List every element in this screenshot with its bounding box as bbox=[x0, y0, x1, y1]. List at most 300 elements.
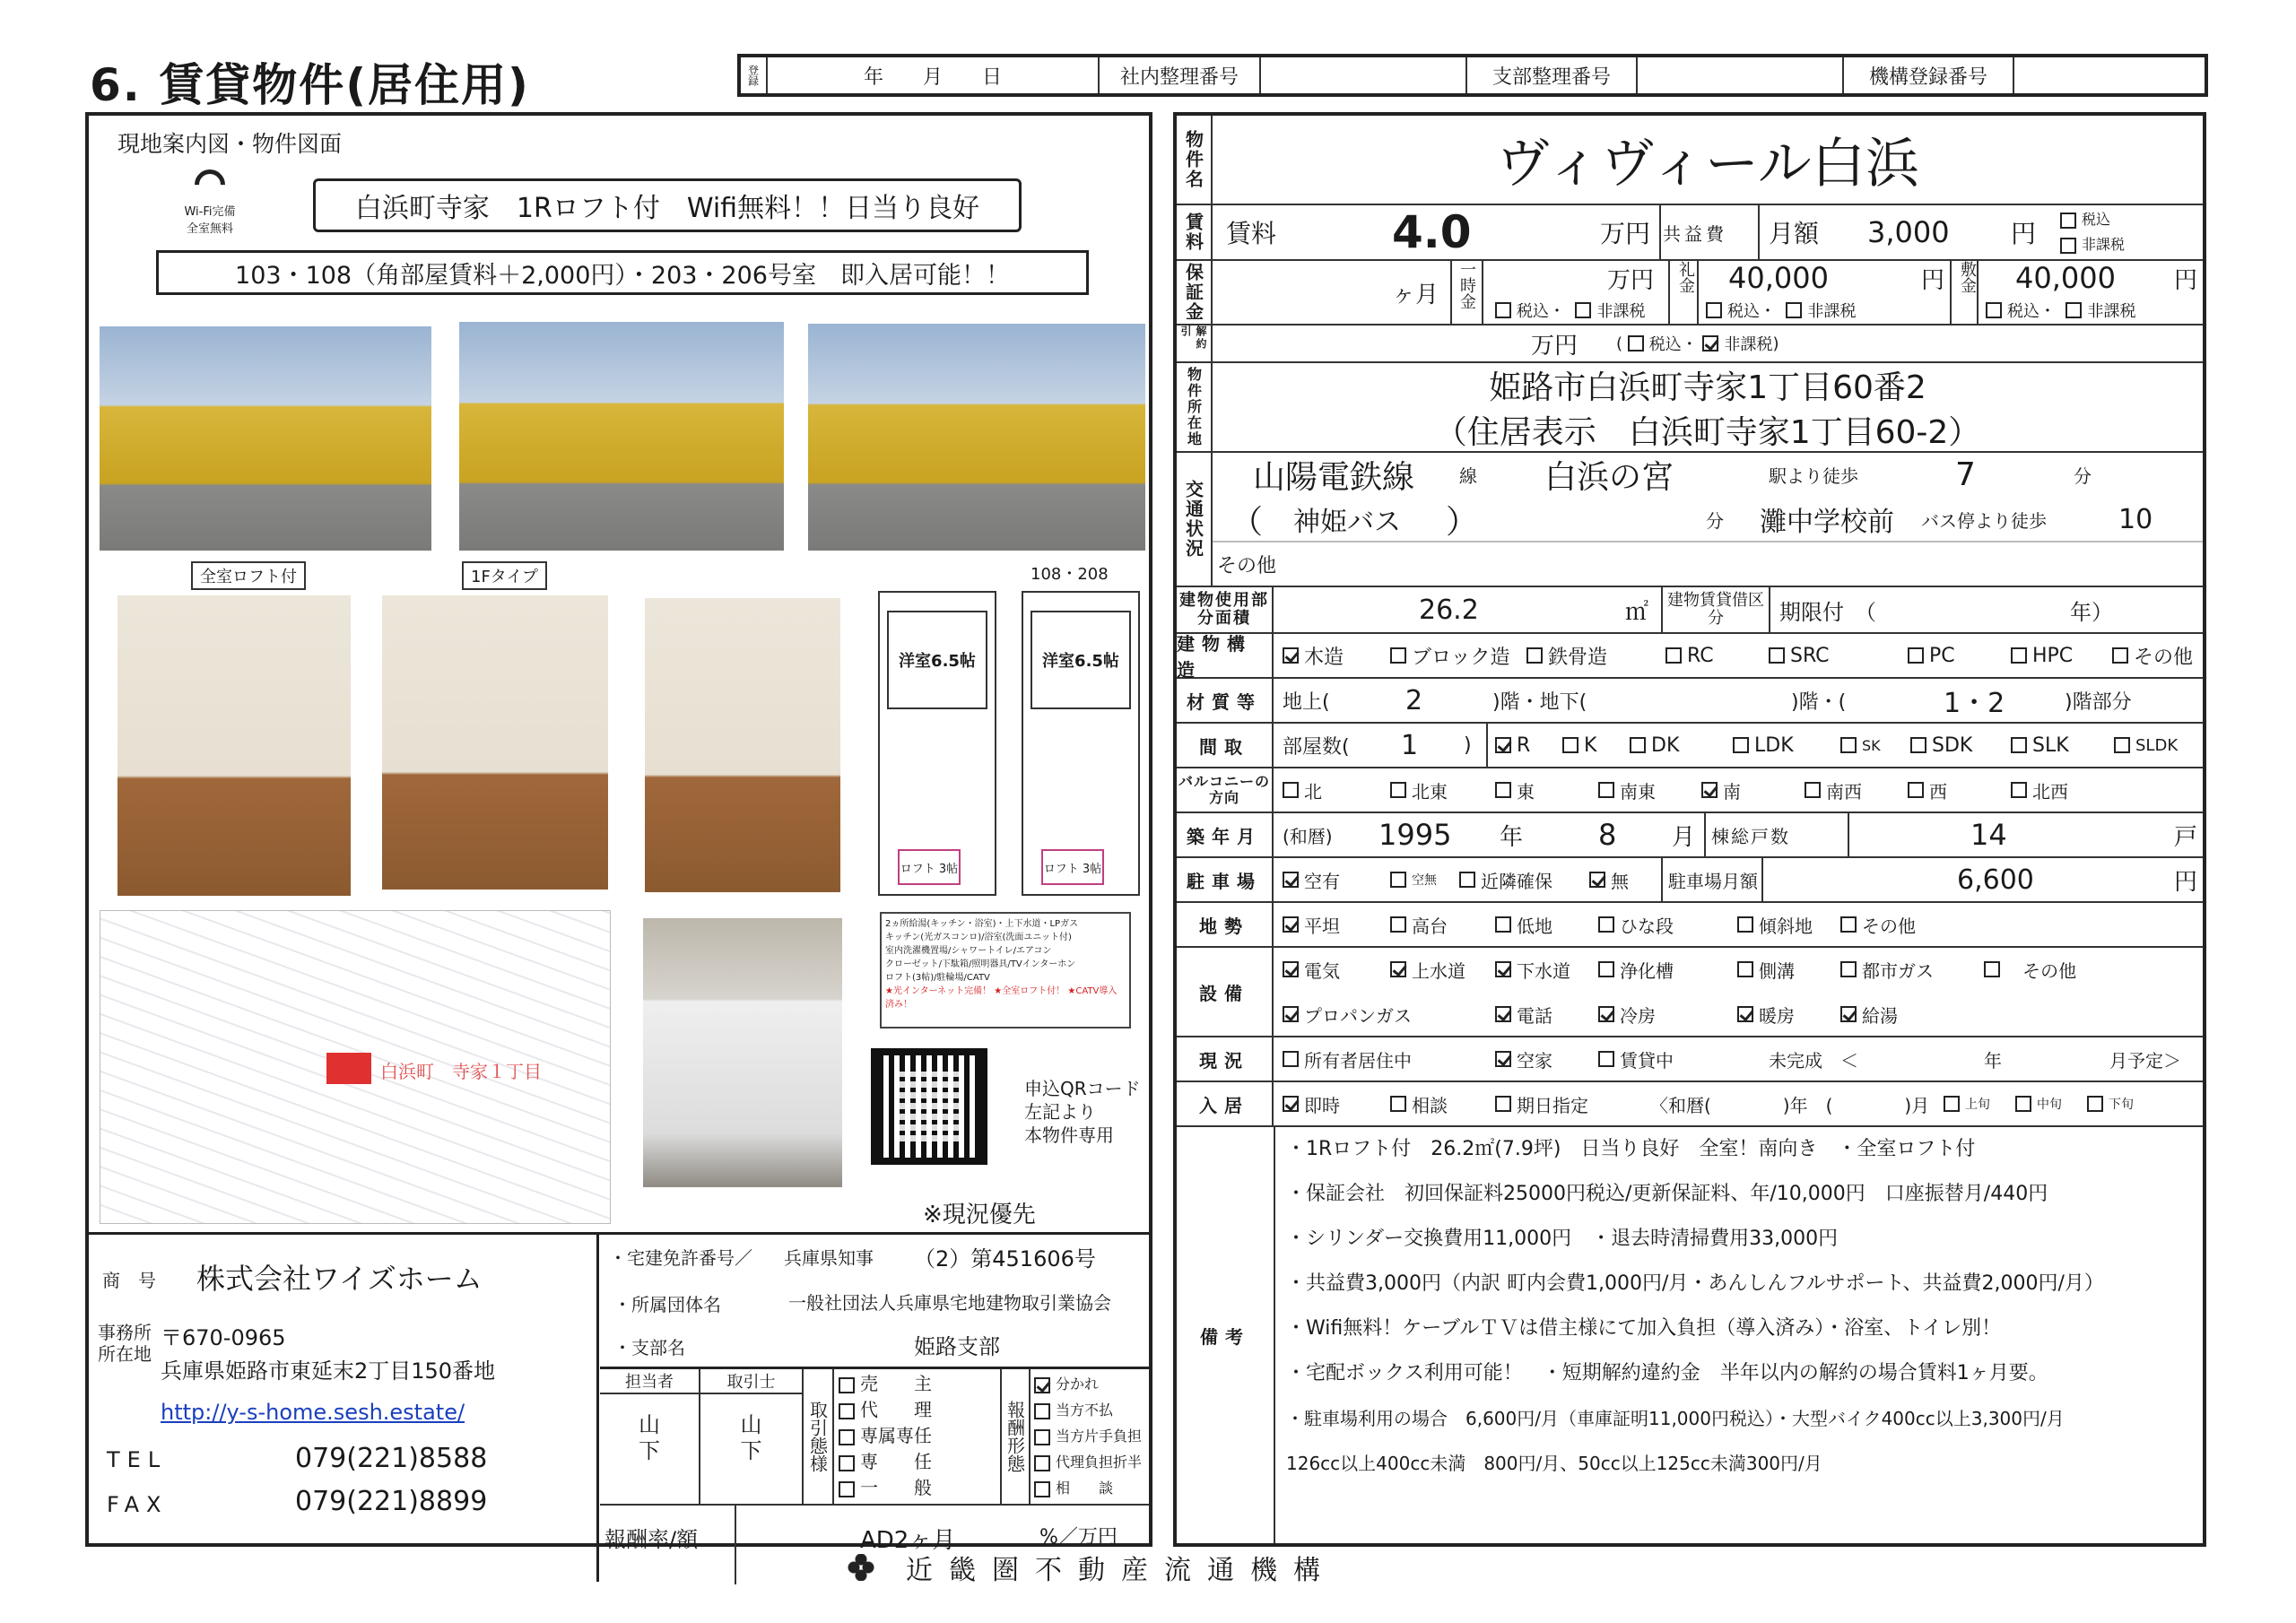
company-name: 株式会社ワイズホーム bbox=[196, 1262, 483, 1296]
common-label: 共益費 bbox=[1663, 222, 1727, 245]
checkbox-checked-icon bbox=[1283, 872, 1299, 888]
checkbox-icon[interactable] bbox=[2066, 302, 2082, 318]
lease-term: 期限付 （ 年） bbox=[1779, 599, 2113, 625]
map-marker-label: 白浜町 寺家１丁目 bbox=[380, 1061, 542, 1082]
cancel-row bbox=[1177, 325, 2203, 363]
terrain-option[interactable] bbox=[1737, 903, 1813, 946]
status-option[interactable] bbox=[1495, 1037, 1552, 1081]
parking-option[interactable] bbox=[1283, 858, 1340, 901]
checkbox-icon bbox=[2011, 647, 2027, 664]
dir-option[interactable] bbox=[1701, 768, 1741, 812]
movein-option-label: 期日指定 bbox=[1517, 1094, 1588, 1116]
parking-label: 駐車場 bbox=[1177, 858, 1274, 901]
parking-fee-unit: 円 bbox=[2174, 868, 2198, 896]
checkbox-icon bbox=[1390, 647, 1406, 664]
lump-label: 一時金 bbox=[1457, 261, 1476, 309]
checkbox-icon bbox=[1840, 737, 1857, 753]
structure-row bbox=[1177, 634, 2203, 679]
dir-option-label: 南 bbox=[1723, 780, 1741, 803]
checkbox-icon bbox=[839, 1429, 855, 1445]
fee-rate-unit: %／万円 bbox=[1039, 1526, 1118, 1549]
fee-option[interactable] bbox=[1034, 1449, 1149, 1475]
checkbox-icon bbox=[1665, 647, 1682, 664]
fee-option-label: 相 談 bbox=[1056, 1480, 1114, 1497]
wifi-sub: 全室無料 bbox=[186, 222, 233, 236]
location-line-2: （住居表示 白浜町寺家1丁目60-2） bbox=[1434, 413, 1981, 451]
page-title: 6. 賃貸物件(居住用) bbox=[90, 59, 530, 111]
key-tax-non: 非課税 bbox=[1807, 302, 1857, 321]
org-no-field[interactable] bbox=[2014, 57, 2205, 93]
property-map-panel bbox=[85, 112, 1152, 1554]
parking-option-label: 無 bbox=[1611, 870, 1629, 892]
remark-line: ・駐車場利用の場合 6,600円/月（車庫証明11,000円税込）・大型バイク400cc以上3,300円/月 bbox=[1286, 1408, 2065, 1429]
fee-rate-label: 報酬率/額 bbox=[604, 1527, 699, 1552]
terrain-option-label: 傾斜地 bbox=[1759, 915, 1813, 937]
equip-option-label: 側溝 bbox=[1759, 959, 1795, 982]
cancel-header: 解約引 bbox=[1177, 325, 1213, 361]
equip-option[interactable] bbox=[1495, 948, 1570, 991]
org-no-label: 機構登録番号 bbox=[1844, 57, 2014, 93]
terrain-option[interactable] bbox=[1840, 903, 1916, 946]
remark-line: ・共益費3,000円（内訳 町内会費1,000円/月・あんしんフルサポート、共益費2,000円/月） bbox=[1286, 1272, 2104, 1295]
terrain-row bbox=[1177, 903, 2203, 948]
key-tax-in: 税込・ bbox=[1727, 302, 1776, 321]
dir-option-label: 北 bbox=[1304, 780, 1322, 803]
checkbox-icon bbox=[1562, 737, 1578, 753]
key-tax bbox=[1706, 297, 1856, 324]
trader-name: 山下 bbox=[740, 1412, 762, 1463]
equip-option-label: その他 bbox=[2022, 959, 2077, 982]
checkbox-icon bbox=[1034, 1429, 1050, 1445]
staff-label: 担当者 bbox=[600, 1369, 699, 1394]
remarks-list bbox=[1286, 1127, 2194, 1486]
parking-option[interactable] bbox=[1390, 858, 1437, 901]
terrain-option-label: その他 bbox=[1862, 915, 1916, 937]
struct-option[interactable] bbox=[1908, 634, 1955, 677]
fee-option[interactable] bbox=[1034, 1397, 1149, 1423]
equip-option[interactable] bbox=[1840, 993, 1898, 1036]
interior-photo-kitchen bbox=[645, 598, 840, 892]
note-line: 2ヵ所給湯(キッチン・浴室)・上下水道・LPガス bbox=[885, 919, 1079, 929]
transport-header: 交通状況 bbox=[1177, 453, 1213, 586]
checkbox-icon bbox=[1598, 961, 1614, 977]
parking-option[interactable] bbox=[1589, 858, 1629, 901]
current-condition-note: ※現況優先 bbox=[923, 1202, 1036, 1228]
built-row bbox=[1177, 813, 2203, 858]
other-transport: その他 bbox=[1217, 554, 1277, 577]
shiki-tax bbox=[1986, 297, 2135, 324]
layout-option-label: LDK bbox=[1754, 733, 1794, 757]
parking-option[interactable] bbox=[1459, 858, 1552, 901]
rooms-value: 1 bbox=[1401, 729, 1419, 761]
dir-option-label: 南西 bbox=[1826, 780, 1862, 803]
bus-open: （ bbox=[1231, 503, 1264, 541]
dir-option-label: 北東 bbox=[1412, 780, 1448, 803]
checkbox-icon[interactable] bbox=[1575, 302, 1591, 318]
equip-option-label: 電気 bbox=[1304, 959, 1340, 982]
remark-line: ・宅配ボックス利用可能！ ・短期解約違約金 半年以内の解約の場合賃料1ヶ月要。 bbox=[1286, 1362, 2048, 1384]
tax-option-label: 非課税 bbox=[2082, 236, 2126, 253]
lump-tax bbox=[1495, 297, 1645, 324]
cancel-unit: 万円 bbox=[1531, 332, 1578, 360]
layout-option[interactable] bbox=[1495, 724, 1530, 767]
organization-logo-icon bbox=[843, 1554, 879, 1581]
terrain-option[interactable] bbox=[1283, 903, 1340, 946]
equip-option-label: 下水道 bbox=[1517, 959, 1570, 982]
common-value: 3,000 bbox=[1867, 215, 1950, 249]
struct-option-label: ブロック造 bbox=[1412, 646, 1510, 669]
equip-option-label: 都市ガス bbox=[1862, 959, 1934, 982]
fee-option-label: 代理負担折半 bbox=[1056, 1454, 1143, 1471]
layout-option[interactable] bbox=[1910, 724, 1972, 767]
dir-option[interactable] bbox=[1598, 768, 1656, 812]
shiki-yen: 円 bbox=[2174, 266, 2198, 294]
tax-option-label: 税込 bbox=[2082, 211, 2111, 228]
checkbox-icon bbox=[1283, 1051, 1299, 1067]
checkbox-icon bbox=[839, 1455, 855, 1471]
dir-option[interactable] bbox=[1908, 768, 1947, 812]
staff-cell bbox=[600, 1369, 700, 1504]
tel-label: TEL bbox=[107, 1447, 168, 1472]
bus-company: 神姫バス bbox=[1293, 507, 1401, 538]
terrain-label: 地勢 bbox=[1177, 903, 1274, 946]
plan-rooms: 108・208 bbox=[1031, 565, 1109, 584]
equip-option[interactable] bbox=[1737, 993, 1795, 1036]
lease-label: 建物賃貸借区分 bbox=[1667, 591, 1764, 628]
bus-min-unit: 分 bbox=[1706, 509, 1724, 532]
struct-option-label: 木造 bbox=[1304, 646, 1344, 669]
movein-third-label: 下旬 bbox=[2109, 1098, 2134, 1112]
terrain-option[interactable] bbox=[1390, 903, 1448, 946]
website-link[interactable]: http://y-s-home.sesh.estate/ bbox=[161, 1400, 465, 1425]
movein-option-label: 即時 bbox=[1304, 1094, 1340, 1116]
lump-tax-non: 非課税 bbox=[1596, 302, 1646, 321]
layout-option-label: R bbox=[1517, 733, 1531, 757]
struct-option-label: HPC bbox=[2032, 644, 2074, 667]
units-value: 14 bbox=[1970, 818, 2007, 852]
key-label: 礼金 bbox=[1676, 261, 1695, 293]
floor-plan-2 bbox=[1022, 591, 1140, 896]
equip-option-label: 電話 bbox=[1517, 1004, 1552, 1027]
above-value: 2 bbox=[1405, 684, 1423, 716]
checkbox-icon bbox=[1390, 1096, 1406, 1112]
below-suffix: )階・( bbox=[1791, 690, 1847, 714]
footer-organization: 近畿圏不動産流通機構 bbox=[906, 1555, 1336, 1586]
bus-walk-minutes: 10 bbox=[2118, 503, 2153, 535]
checkbox-icon[interactable] bbox=[1986, 302, 2002, 318]
layout-option[interactable] bbox=[2114, 724, 2178, 767]
equip-option[interactable] bbox=[1737, 948, 1795, 991]
checkbox-icon bbox=[2015, 1096, 2031, 1112]
built-year: 1995 bbox=[1378, 818, 1452, 852]
struct-option-label: PC bbox=[1929, 644, 1955, 667]
qr-caption bbox=[1024, 1077, 1141, 1147]
movein-option[interactable] bbox=[1495, 1082, 1588, 1125]
movein-third-label: 上旬 bbox=[1965, 1098, 1990, 1112]
checkbox-checked-icon bbox=[1495, 961, 1511, 977]
checkbox-icon bbox=[1769, 647, 1785, 664]
dir-option[interactable] bbox=[1283, 768, 1322, 812]
line-suffix: 線 bbox=[1459, 464, 1477, 487]
equip-option[interactable] bbox=[1598, 948, 1674, 991]
common-month: 月額 bbox=[1769, 219, 1820, 248]
struct-option[interactable] bbox=[1665, 634, 1714, 677]
checkbox-icon bbox=[1944, 1096, 1960, 1112]
terrain-option[interactable] bbox=[1495, 903, 1552, 946]
checkbox-checked-icon bbox=[1390, 961, 1406, 977]
license-label: ・宅建免許番号／ bbox=[609, 1247, 752, 1269]
cancel-tax-in: 税込・ bbox=[1648, 335, 1698, 354]
deal-option-label: 売 主 bbox=[860, 1373, 932, 1394]
layout-option-label: SDK bbox=[1932, 733, 1973, 757]
rent-value: 4.0 bbox=[1392, 206, 1472, 258]
checkbox-icon bbox=[839, 1403, 855, 1419]
checkbox-icon bbox=[1034, 1403, 1050, 1419]
fee-option-label: 当方不払 bbox=[1056, 1402, 1114, 1419]
checkbox-checked-icon bbox=[1495, 737, 1511, 753]
branch-no-field[interactable] bbox=[1638, 57, 1844, 93]
deal-option[interactable] bbox=[839, 1423, 1000, 1449]
remarks-row bbox=[1177, 1127, 2203, 1543]
deal-option[interactable] bbox=[839, 1397, 1000, 1423]
status-option-label: 空家 bbox=[1517, 1049, 1552, 1072]
struct-option[interactable] bbox=[2011, 634, 2073, 677]
equip-option-label: 給湯 bbox=[1862, 1004, 1898, 1027]
deal-option[interactable] bbox=[839, 1475, 1000, 1501]
branch-name: 姫路支部 bbox=[914, 1334, 1000, 1359]
equipment-notes bbox=[880, 912, 1131, 1028]
checkbox-icon bbox=[1908, 647, 1924, 664]
company-no-field[interactable] bbox=[1261, 57, 1467, 93]
checkbox-icon[interactable] bbox=[1628, 335, 1644, 352]
checkbox-icon bbox=[1737, 916, 1753, 933]
location-row bbox=[1177, 363, 2203, 453]
checkbox-icon bbox=[1840, 961, 1857, 977]
office-address: 兵庫県姫路市東延末2丁目150番地 bbox=[161, 1358, 496, 1384]
qr-caption-line: 左記より bbox=[1024, 1101, 1096, 1123]
staff-name: 山下 bbox=[639, 1412, 660, 1463]
note-highlight: ★光インターネット完備！ ★全室ロフト付！ ★CATV導入済み！ bbox=[885, 986, 1118, 1010]
units-label: 棟総戸数 bbox=[1711, 825, 1790, 847]
assoc-label: ・所属団体名 bbox=[613, 1294, 721, 1315]
month-unit: 月 bbox=[1672, 823, 1696, 851]
layout-option[interactable] bbox=[1733, 724, 1794, 767]
equip-option[interactable] bbox=[1283, 993, 1412, 1036]
checkbox-icon[interactable] bbox=[1786, 302, 1802, 318]
layout-option[interactable] bbox=[1840, 724, 1881, 767]
trader-label: 取引士 bbox=[700, 1369, 802, 1394]
location-header: 物件所在地 bbox=[1177, 363, 1213, 451]
equip-option-label: 冷房 bbox=[1620, 1004, 1656, 1027]
wifi-badge bbox=[170, 169, 250, 236]
deal-label: 取引態様 bbox=[804, 1369, 834, 1504]
checkbox-icon bbox=[2011, 782, 2027, 798]
registration-bar bbox=[737, 54, 2208, 97]
checkbox-icon[interactable] bbox=[1706, 302, 1722, 318]
checkbox-icon bbox=[2060, 238, 2076, 254]
dir-option[interactable] bbox=[1390, 768, 1448, 812]
struct-option[interactable] bbox=[1283, 634, 1344, 677]
fee-option[interactable] bbox=[1034, 1423, 1149, 1449]
rooms-close: ) bbox=[1464, 733, 1472, 757]
layout-option-label: K bbox=[1584, 733, 1597, 757]
equip-option[interactable] bbox=[1495, 993, 1552, 1036]
dir-option[interactable] bbox=[1805, 768, 1862, 812]
qr-caption-line: 本物件専用 bbox=[1024, 1124, 1114, 1146]
room-label: 洋室6.5帖 bbox=[887, 611, 987, 709]
equip-option[interactable] bbox=[1984, 948, 2076, 991]
assoc-name: 一般社団法人兵庫県宅地建物取引業協会 bbox=[788, 1292, 1111, 1314]
dir-option[interactable] bbox=[1495, 768, 1535, 812]
deal-option-label: 専 任 bbox=[860, 1451, 932, 1472]
status-label: 現況 bbox=[1177, 1037, 1274, 1081]
equip-option[interactable] bbox=[1840, 948, 1934, 991]
checkbox-icon bbox=[1598, 1051, 1614, 1067]
deal-option-label: 代 理 bbox=[860, 1399, 932, 1420]
parking-option-label: 空有 bbox=[1304, 870, 1340, 892]
checkbox-icon bbox=[1598, 916, 1614, 933]
year-unit: 年 bbox=[1500, 823, 1524, 851]
checkbox-checked-icon bbox=[1701, 782, 1718, 798]
terrain-option-label: 平坦 bbox=[1304, 915, 1340, 937]
shiki-tax-non: 非課税 bbox=[2087, 302, 2136, 321]
common-unit: 円 bbox=[2011, 219, 2037, 248]
equip-option[interactable] bbox=[1283, 948, 1340, 991]
struct-option[interactable] bbox=[1526, 634, 1607, 677]
divider bbox=[89, 1232, 1149, 1235]
equip-option-label: 暖房 bbox=[1759, 1004, 1795, 1027]
status-row bbox=[1177, 1037, 2203, 1082]
struct-option[interactable] bbox=[1769, 634, 1830, 677]
availability-banner: 103・108（角部屋賃料＋2,000円）・203・206号室 即入居可能！！ bbox=[156, 250, 1089, 295]
checkbox-icon bbox=[1034, 1455, 1050, 1471]
floor-part: 1・2 bbox=[1944, 688, 2005, 719]
layout-row bbox=[1177, 724, 2203, 768]
tel-number: 079(221)8588 bbox=[295, 1443, 488, 1474]
remark-line: ・Wifi無料！ケーブルＴＶは借主様にて加入負担（導入済み）・浴室、トイレ別！ bbox=[1286, 1317, 2002, 1340]
dir-option-label: 北西 bbox=[2032, 780, 2068, 803]
status-option[interactable] bbox=[1283, 1037, 1412, 1081]
checkbox-icon bbox=[2114, 737, 2130, 753]
deal-option[interactable] bbox=[839, 1371, 1000, 1397]
layout-option[interactable] bbox=[1630, 724, 1679, 767]
movein-third[interactable] bbox=[2087, 1082, 2134, 1125]
movein-date: 〈和暦( )年 ( )月 bbox=[1650, 1094, 1930, 1116]
checkbox-icon bbox=[1910, 737, 1926, 753]
checkbox-checked-icon bbox=[1283, 1096, 1299, 1112]
area-row bbox=[1177, 587, 2203, 634]
checkbox-checked-icon[interactable] bbox=[1702, 335, 1718, 352]
checkbox-icon bbox=[1733, 737, 1749, 753]
equip-option[interactable] bbox=[1598, 993, 1656, 1036]
checkbox-icon bbox=[2011, 737, 2027, 753]
rent-unit: 万円 bbox=[1600, 219, 1651, 248]
checkbox-icon bbox=[1984, 961, 2000, 977]
checkbox-icon bbox=[2112, 647, 2128, 664]
terrain-option-label: 低地 bbox=[1517, 915, 1552, 937]
parking-fee-label: 駐車場月額 bbox=[1668, 870, 1758, 892]
equip-option-label: 上水道 bbox=[1412, 959, 1465, 982]
cancel-tax: ( 税込・ 非課税 ) bbox=[1616, 325, 1779, 361]
shiki-label: 敷金 bbox=[1958, 261, 1977, 293]
qr-code-icon[interactable] bbox=[871, 1048, 987, 1165]
layout-option[interactable] bbox=[1562, 724, 1596, 767]
bus-close: ） bbox=[1446, 503, 1479, 541]
floor-part-suffix: )階部分 bbox=[2065, 690, 2132, 714]
status-option[interactable] bbox=[1598, 1037, 1674, 1081]
movein-option[interactable] bbox=[1390, 1082, 1448, 1125]
map-label: 現地案内図・物件図面 bbox=[117, 131, 343, 157]
checkbox-icon bbox=[839, 1481, 855, 1497]
key-money: 40,000 bbox=[1728, 261, 1829, 295]
checkbox-icon bbox=[1390, 782, 1406, 798]
tax-option[interactable] bbox=[2060, 207, 2110, 232]
layout-option-label: SK bbox=[1862, 736, 1881, 754]
layout-option[interactable] bbox=[2011, 724, 2069, 767]
struct-option[interactable] bbox=[2112, 634, 2193, 677]
checkbox-icon bbox=[1495, 1096, 1511, 1112]
caption-1f: 1Fタイプ bbox=[462, 561, 547, 590]
checkbox-icon bbox=[839, 1377, 855, 1393]
checkbox-icon[interactable] bbox=[1495, 302, 1511, 318]
remark-line: ・シリンダー交換費用11,000円 ・退去時清掃費用33,000円 bbox=[1286, 1228, 1839, 1250]
deposit-row bbox=[1177, 261, 2203, 325]
terrain-option[interactable] bbox=[1598, 903, 1674, 946]
dir-option[interactable] bbox=[2011, 768, 2068, 812]
interior-photo-1f bbox=[382, 595, 608, 890]
area-value: 26.2 bbox=[1419, 594, 1479, 626]
deal-option-label: 専属専任 bbox=[860, 1425, 932, 1446]
fee-option[interactable] bbox=[1034, 1475, 1149, 1501]
structure-label: 建物構造 bbox=[1177, 634, 1274, 677]
remarks-label: 備考 bbox=[1177, 1127, 1275, 1543]
location-line-1: 姫路市白浜町寺家1丁目60番2 bbox=[1489, 369, 1926, 406]
movein-third[interactable] bbox=[2015, 1082, 2062, 1125]
status-option-label: 賃貸中 bbox=[1620, 1049, 1674, 1072]
exterior-photo-1 bbox=[100, 326, 431, 551]
shiki-money: 40,000 bbox=[2015, 261, 2116, 295]
reg-label: 登録 bbox=[741, 57, 768, 93]
deal-option[interactable] bbox=[839, 1449, 1000, 1475]
checkbox-icon bbox=[1495, 916, 1511, 933]
fee-rate-value: AD2ヶ月 bbox=[860, 1527, 956, 1554]
exterior-photo-2 bbox=[459, 322, 784, 551]
station-name: 白浜の宮 bbox=[1544, 458, 1674, 496]
checkbox-icon bbox=[1630, 737, 1646, 753]
area-label: 建物使用部分面積 bbox=[1177, 587, 1274, 632]
struct-option[interactable] bbox=[1390, 634, 1510, 677]
lump-unit: 万円 bbox=[1607, 266, 1655, 294]
remark-line: 126cc以上400cc未満 800円/月、50cc以上125cc未満300円/月 bbox=[1286, 1453, 1822, 1474]
tax-option[interactable] bbox=[2060, 232, 2125, 257]
movein-option[interactable] bbox=[1283, 1082, 1340, 1125]
movein-third[interactable] bbox=[1944, 1082, 1990, 1125]
bus-stop: 灘中学校前 bbox=[1760, 507, 1894, 538]
checkbox-icon bbox=[1495, 782, 1511, 798]
deal-options bbox=[839, 1371, 1000, 1501]
caption-loft: 全室ロフト付 bbox=[191, 561, 306, 590]
fee-option[interactable] bbox=[1034, 1371, 1149, 1397]
footer bbox=[843, 1548, 1336, 1587]
branch-label: ・支部名 bbox=[613, 1337, 685, 1358]
checkbox-checked-icon bbox=[1283, 647, 1299, 664]
checkbox-checked-icon bbox=[1589, 872, 1605, 888]
checkbox-icon bbox=[1598, 782, 1614, 798]
wifi-icon bbox=[188, 163, 231, 206]
equip-option[interactable] bbox=[1390, 948, 1465, 991]
cancel-tax-non: 非課税 bbox=[1724, 335, 1773, 354]
area-unit: ㎡ bbox=[1625, 598, 1649, 626]
